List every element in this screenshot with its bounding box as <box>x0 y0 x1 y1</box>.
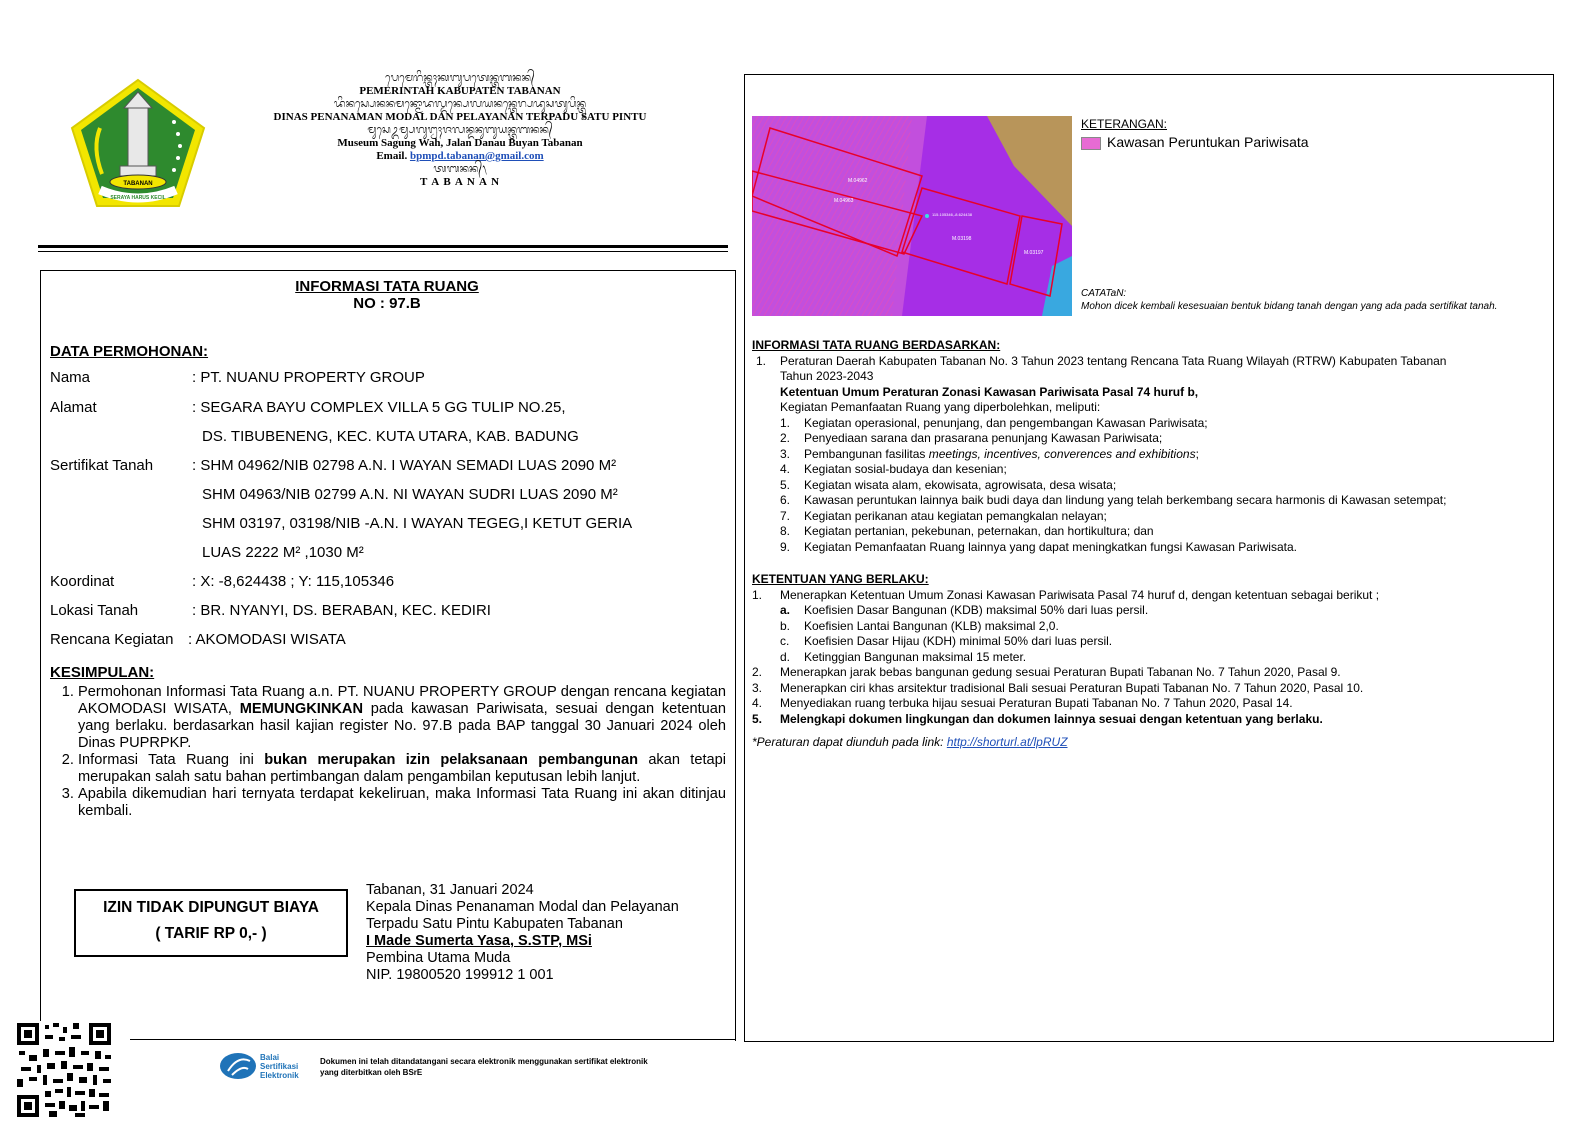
signer-name: I Made Sumerta Yasa, S.STP, MSi <box>366 933 592 949</box>
kesimpulan-item-1: 1. Permohonan Informasi Tata Ruang a.n. PT. NUANU PROPERTY GROUP dengan rencana kegiatan AKOMODASI WISATA, MEMUNGKINKAN pada kawasan Pariwisata, sesuai dengan ketentuan yang berlaku. berdasarkan hasil kajian register No. 97.B pada BAP tanggal 30 Januari 2024 oleh Dinas PUPRPKP. <box>78 684 726 752</box>
section-provisions: KETENTUAN YANG BERLAKU: <box>752 572 929 586</box>
sign-place-date: Tabanan, 31 Januari 2024 <box>366 882 534 898</box>
regulation-text <box>752 338 1542 751</box>
row-value: : PT. NUANU PROPERTY GROUP <box>192 369 425 386</box>
row-value: : X: -8,624438 ; Y: 115,105346 <box>192 573 395 590</box>
basis-item-1: 1. Peraturan Daerah Kabupaten Tabanan No. 3 Tahun 2023 tentang Rencana Tata Ruang Wilayah (RTRW) Kabupaten Tabanan <box>756 353 1447 368</box>
row-value: : SEGARA BAYU COMPLEX VILLA 5 GG TULIP NO.25, <box>192 399 566 416</box>
zoning-map[interactable] <box>752 116 1072 316</box>
download-note: *Peraturan dapat diunduh pada link: http://shorturl.at/lpRUZ <box>752 735 1068 749</box>
row-label: Koordinat <box>50 573 115 590</box>
row-label: Nama <box>50 369 91 386</box>
row-sertifikat-2 <box>0 486 734 503</box>
balinese-line-1: ᬧᬾᬫᬾᬭᬶᬦ᭄ᬢᬄᬓᬩᬸᬧᬢᬾᬦ᭄ᬢᬩᬦᬦ᭄ <box>385 72 535 84</box>
row-label: Rencana Kegiatan <box>50 631 174 648</box>
row-value: SHM 04963/NIB 02799 A.N. NI WAYAN SUDRI LUAS 2090 M² <box>202 486 618 503</box>
provision-sub-d: d. Ketinggian Bangunan maksimal 15 meter. <box>780 649 1027 664</box>
section-kesimpulan: KESIMPULAN: <box>50 664 155 681</box>
kesimpulan-item-2: 2. Informasi Tata Ruang ini bukan merupakan izin pelaksanaan pembangunan akan tetapi merupakan salah satu bahan pertimbangan dalam pengambilan keputusan lebih lanjut. <box>78 752 726 786</box>
row-lokasi <box>0 602 734 619</box>
esign-text-2: yang diterbitkan oleh BSrE <box>320 1068 423 1077</box>
zoning-general-rule: Ketentuan Umum Peraturan Zonasi Kawasan Pariwisata Pasal 74 huruf b, <box>780 384 1199 399</box>
row-value: : SHM 04962/NIB 02798 A.N. I WAYAN SEMADI LUAS 2090 M² <box>192 457 617 474</box>
bsre-word-1: Balai <box>260 1053 280 1062</box>
free-permit-box <box>74 889 348 957</box>
row-sertifikat <box>0 457 734 474</box>
provision-sub-b: b. Koefisien Lantai Bangunan (KLB) maksimal 2,0. <box>780 618 1059 633</box>
activity-item: 8. Kegiatan pertanian, pekebunan, peternakan, dan hortikultura; dan <box>780 524 1154 538</box>
provision-item-1: 1. Menerapkan Ketentuan Umum Zonasi Kawasan Pariwisata Pasal 74 huruf d, dengan ketentuan sebagai berikut ; <box>752 587 1380 602</box>
header-government: PEMERINTAH KABUPATEN TABANAN <box>359 85 561 97</box>
document-number: NO : 97.B <box>353 295 421 312</box>
letterhead <box>200 72 720 189</box>
legend-item <box>1081 134 1309 150</box>
map-note <box>1081 287 1497 313</box>
regulation-link[interactable]: http://shorturl.at/lpRUZ <box>946 735 1068 749</box>
map-legend <box>1081 117 1309 150</box>
row-alamat-cont <box>0 428 734 445</box>
legend-label: Kawasan Peruntukan Pariwisata <box>1107 134 1309 150</box>
map-label-m03198: M.03198 <box>952 236 972 242</box>
qr-code <box>15 1021 113 1119</box>
tariff-text: ( TARIF RP 0,- ) <box>155 925 267 942</box>
kesimpulan-item-3: 3. Apabila dikemudian hari ternyata terdapat kekeliruan, maka Informasi Tata Ruang ini akan ditinjau kembali. <box>78 786 726 820</box>
activity-item: 6. Kawasan peruntukan lainnya baik budi daya dan lindung yang telah berkembang secara harmonis di Kawasan setempat; <box>780 493 1447 507</box>
activity-item: 9. Kegiatan Pemanfaatan Ruang lainnya yang dapat meningkatkan fungsi Kawasan Pariwisata. <box>780 539 1297 554</box>
row-rencana <box>0 631 734 648</box>
note-title: CATATaN: <box>1081 288 1127 299</box>
logo-text-2: SERAYA HARUS KECIL <box>110 195 166 201</box>
bsre-logo <box>218 1051 316 1081</box>
basis-item-1-cont: Tahun 2023-2043 <box>780 369 874 383</box>
note-text: Mohon dicek kembali kesesuaian bentuk bidang tanah dengan yang ada pada sertifikat tanah. <box>1081 301 1498 312</box>
provision-sub-a: a. Koefisien Dasar Bangunan (KDB) maksimal 50% dari luas persil. <box>780 603 1149 617</box>
row-value: LUAS 2222 M² ,1030 M² <box>202 544 364 561</box>
row-sertifikat-4 <box>0 544 734 561</box>
provision-sub-c: c. Koefisien Dasar Hijau (KDH) minimal 50% dari luas persil. <box>780 634 1113 648</box>
map-label-m04963: M.04963 <box>834 198 854 204</box>
balinese-line-2: ᬤᬶᬦᬲ᭄ᬧᬾᬦᬦᬫᬦ᭄ᬫᭀᬤᬮ᭄ᬤᬦ᭄ᬧᬾᬮᬬᬦᬦ᭄ᬢᬾᬭ᭄ᬧᬤᬸᬲᬢᬸᬧᬶᬦ᭄ᬢᬸ <box>333 98 587 110</box>
row-value: DS. TIBUBENENG, KEC. KUTA UTARA, KAB. BADUNG <box>202 428 579 445</box>
row-label: Sertifikat Tanah <box>50 457 154 474</box>
header-rule-thin <box>38 251 728 252</box>
free-permit-text: IZIN TIDAK DIPUNGUT BIAYA <box>103 899 319 916</box>
signer-rank: Pembina Utama Muda <box>366 950 511 966</box>
activity-item: 2. Penyediaan sarana dan prasarana penunjang Kawasan Pariwisata; <box>780 431 1163 445</box>
row-value: : BR. NYANYI, DS. BERABAN, KEC. KEDIRI <box>192 602 491 619</box>
legend-swatch <box>1081 137 1101 150</box>
row-nama <box>0 369 734 386</box>
provision-item-5: 5. Melengkapi dokumen lingkungan dan dokumen lainnya sesuai dengan ketentuan yang berlaku. <box>752 711 1323 726</box>
balinese-line-4: ᬢᬩᬦᬦ᭄᭞ <box>433 163 487 175</box>
section-basis: INFORMASI TATA RUANG BERDASARKAN: <box>752 338 1001 352</box>
activity-item: 1. Kegiatan operasional, penunjang, dan pengembangan Kawasan Pariwisata; <box>780 415 1208 430</box>
activity-item: 7. Kegiatan perikanan atau kegiatan pemangkalan nelayan; <box>780 508 1107 523</box>
sign-position-2: Terpadu Satu Pintu Kabupaten Tabanan <box>366 916 623 932</box>
row-label: Alamat <box>50 399 97 416</box>
header-rule-thick <box>38 245 728 248</box>
balinese-line-3: ᬫᬸᬲᬾᬉᬫ᭄ᬲᬕᬸᬗ᭄ᬯᬄᬚᬮᬦ᭄ᬤᬦᬸᬩᬸᬬᬦ᭄ᬢᬩᬦᬦ᭄ <box>367 124 553 136</box>
activity-item: 5. Kegiatan wisata alam, ekowisata, agrowisata, desa wisata; <box>780 477 1117 492</box>
kabupaten-logo <box>70 78 206 210</box>
sign-position-1: Kepala Dinas Penanaman Modal dan Pelayanan <box>366 899 679 915</box>
signer-nip: NIP. 19800520 199912 1 001 <box>366 967 554 983</box>
activity-item: 4. Kegiatan sosial-budaya dan kesenian; <box>780 462 1007 476</box>
coordinate-marker[interactable] <box>925 214 929 218</box>
left-panel-bottom-line <box>130 1039 735 1040</box>
section-data-permohonan: DATA PERMOHONAN: <box>50 343 209 360</box>
kesimpulan-list <box>50 684 726 820</box>
bsre-word-3: Elektronik <box>260 1071 299 1080</box>
row-koordinat <box>0 573 734 590</box>
permitted-activities-intro: Kegiatan Pemanfaatan Ruang yang diperbolehkan, meliputi: <box>780 400 1101 414</box>
row-alamat <box>0 399 734 416</box>
email-label: Email. <box>376 150 408 162</box>
header-city: T A B A N A N <box>419 176 501 188</box>
bsre-word-2: Sertifikasi <box>260 1062 299 1071</box>
row-value: : AKOMODASI WISATA <box>188 631 346 648</box>
signature-block <box>366 882 679 984</box>
map-label-coordinate: 115.105346,-8.624438 <box>932 212 972 217</box>
provision-item-2: 2. Menerapkan jarak bebas bangunan gedung sesuai Peraturan Bupati Tabanan No. 7 Tahun 2020, Pasal 9. <box>752 665 1341 679</box>
logo-text-1: TABANAN <box>123 181 153 187</box>
provision-item-3: 3. Menerapkan ciri khas arsitektur tradisional Bali sesuai Peraturan Bupati Tabanan No. 7 Tahun 2020, Pasal 10. <box>752 680 1364 695</box>
esign-notice <box>320 1056 648 1078</box>
provision-item-4: 4. Menyediakan ruang terbuka hijau sesuai Peraturan Bupati Tabanan No. 7 Tahun 2020, Pasal 14. <box>752 696 1293 710</box>
email-link[interactable]: bpmpd.tabanan@gmail.com <box>409 150 544 162</box>
legend-title: KETERANGAN: <box>1081 117 1168 131</box>
map-label-m04962: M.04962 <box>848 178 868 184</box>
row-label: Lokasi Tanah <box>50 602 139 619</box>
header-address: Museum Sagung Wah, Jalan Danau Buyan Tabanan <box>337 137 583 149</box>
row-value: SHM 03197, 03198/NIB -A.N. I WAYAN TEGEG,I KETUT GERIA <box>202 515 633 532</box>
esign-text-1: Dokumen ini telah ditandatangani secara elektronik menggunakan sertifikat elektronik <box>320 1057 648 1066</box>
header-agency: DINAS PENANAMAN MODAL DAN PELAYANAN TERPADU SATU PINTU <box>273 111 647 123</box>
document-title <box>40 278 734 312</box>
map-label-m03197: M.03197 <box>1024 250 1044 256</box>
activity-item: 3. Pembangunan fasilitas meetings, incentives, converences and exhibitions; <box>780 446 1199 461</box>
row-sertifikat-3 <box>0 515 734 532</box>
title-text: INFORMASI TATA RUANG <box>295 278 479 295</box>
